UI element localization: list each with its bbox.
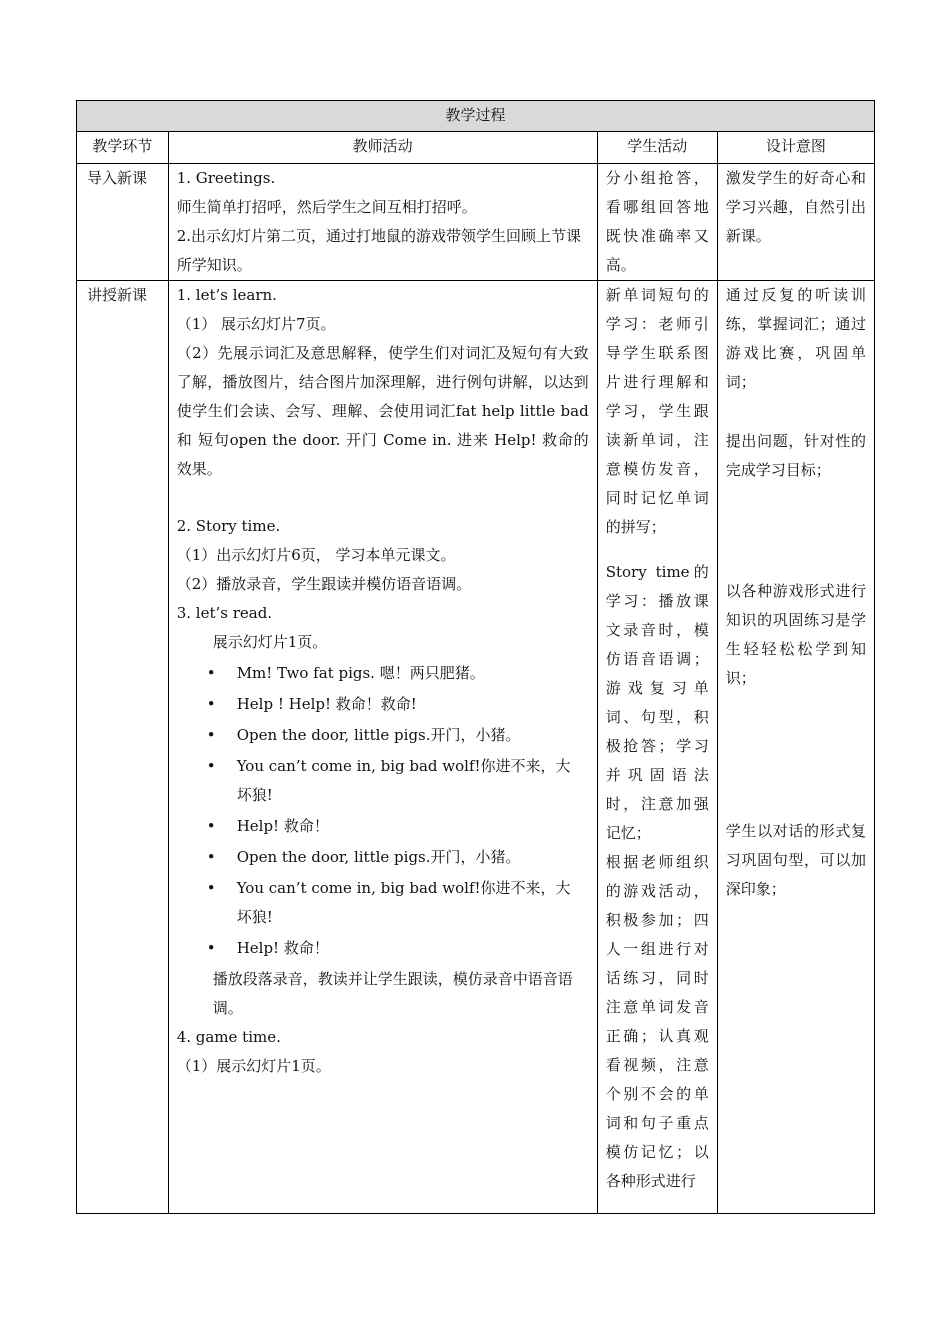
design-main <box>717 281 874 1214</box>
bullet-text: Open the door, little pigs.开门，小猪。 <box>236 848 521 866</box>
game-step-1: （1）展示幻灯片1页。 <box>176 1057 331 1075</box>
list-item <box>177 659 589 688</box>
table-row-main <box>77 281 875 1214</box>
intro-line-3: 2.出示幻灯片第二页，通过打地鼠的游戏带领学生回顾上节课所学知识。 <box>176 227 582 274</box>
bullet-text: Help! 救命！ <box>236 939 329 957</box>
student-paragraph-2: Story time的学习：播放课文录音时，模仿语音语调；游戏复习单词、句型，积极抢答；学习并巩固语法时，注意加强记忆； <box>605 563 709 842</box>
learn-title: 1. let’s learn. <box>176 286 277 304</box>
bullet-text: Mm! Two fat pigs. 嗯！两只肥猪。 <box>236 664 485 682</box>
design-paragraph-2: 提出问题，针对性的完成学习目标； <box>725 432 866 479</box>
stage-intro: 导入新课 <box>77 164 169 281</box>
bullet-icon: • <box>206 695 216 713</box>
bullet-icon: • <box>206 757 216 775</box>
bullet-text: Help! 救命！ <box>236 817 329 835</box>
bullet-text: Help ! Help! 救命！救命! <box>236 695 417 713</box>
stage-main: 讲授新课 <box>77 281 169 1214</box>
teacher-main <box>168 281 597 1214</box>
spacer <box>606 542 709 558</box>
student-intro: 分小组抢答，看哪组回答地既快准确率又高。 <box>597 164 717 281</box>
header-design-intent: 设计意图 <box>717 132 874 164</box>
game-title: 4. game time. <box>176 1028 281 1046</box>
list-item <box>177 812 589 841</box>
intro-line-2: 师生简单打招呼，然后学生之间互相打招呼。 <box>176 198 477 216</box>
read-step-1: 展示幻灯片1页。 <box>212 633 328 651</box>
design-intro: 激发学生的好奇心和学习兴趣，自然引出新课。 <box>717 164 874 281</box>
header-teacher-activity: 教师活动 <box>168 132 597 164</box>
learn-step-1: （1） 展示幻灯片7页。 <box>176 315 336 333</box>
spacer <box>726 485 866 577</box>
bullet-icon: • <box>206 664 216 682</box>
bullet-icon: • <box>206 848 216 866</box>
list-item <box>177 721 589 750</box>
design-paragraph-3: 以各种游戏形式进行知识的巩固练习是学生轻轻松松学到知识； <box>725 582 866 687</box>
bullet-icon: • <box>206 726 216 744</box>
bullet-icon: • <box>206 939 216 957</box>
table-row-intro <box>77 164 875 281</box>
story-step-2: （2）播放录音，学生跟读并模仿语音语调。 <box>176 575 472 593</box>
table-title: 教学过程 <box>77 101 875 132</box>
spacer <box>726 397 866 427</box>
list-item <box>177 874 589 932</box>
student-paragraph-3: 根据老师组织的游戏活动，积极参加；四人一组进行对话练习，同时注意单词发音正确；认真观看视频，注意个别不会的单词和句子重点模仿记忆；以各种形式进行 <box>605 853 709 1190</box>
header-stage: 教学环节 <box>77 132 169 164</box>
list-item <box>177 752 589 810</box>
spacer <box>177 484 589 512</box>
read-title: 3. let’s read. <box>176 604 273 622</box>
bullet-icon: • <box>206 879 216 897</box>
story-title: 2. Story time. <box>176 517 281 535</box>
bullet-icon: • <box>206 817 216 835</box>
read-step-2: 播放段落录音，教读并让学生跟读，模仿录音中语音语调。 <box>212 970 573 1017</box>
list-item <box>177 690 589 719</box>
table-header-row <box>77 132 875 164</box>
bullet-text: Open the door, little pigs.开门，小猪。 <box>236 726 521 744</box>
teacher-intro <box>168 164 597 281</box>
teaching-process-table <box>76 100 875 1214</box>
bullet-text: You can’t come in, big bad wolf!你进不来，大坏狼! <box>236 879 571 926</box>
story-step-1: （1）出示幻灯片6页， 学习本单元课文。 <box>176 546 456 564</box>
list-item <box>177 934 589 963</box>
spacer <box>726 693 866 817</box>
student-main <box>597 281 717 1214</box>
header-student-activity: 学生活动 <box>597 132 717 164</box>
table-title-row <box>77 101 875 132</box>
student-paragraph-1: 新单词短句的学习：老师引导学生联系图片进行理解和学习，学生跟读新单词，注意模仿发音，同时记忆单词的拼写； <box>605 286 709 536</box>
design-paragraph-4: 学生以对话的形式复习巩固句型，可以加深印象； <box>725 822 866 898</box>
learn-step-2: （2）先展示词汇及意思解释，使学生们对词汇及短句有大致了解，播放图片，结合图片加深理解，进行例句讲解，以达到使学生们会读、会写、理解、会使用词汇fat help little bad 和 短句open the door. 开门 Come in. 进来 Help! 救命的效果。 <box>176 344 589 478</box>
design-paragraph-1: 通过反复的听读训练，掌握词汇；通过游戏比赛，巩固单词； <box>725 286 866 391</box>
list-item <box>177 843 589 872</box>
intro-line-1: 1. Greetings. <box>176 169 276 187</box>
bullet-text: You can’t come in, big bad wolf!你进不来，大坏狼! <box>236 757 571 804</box>
